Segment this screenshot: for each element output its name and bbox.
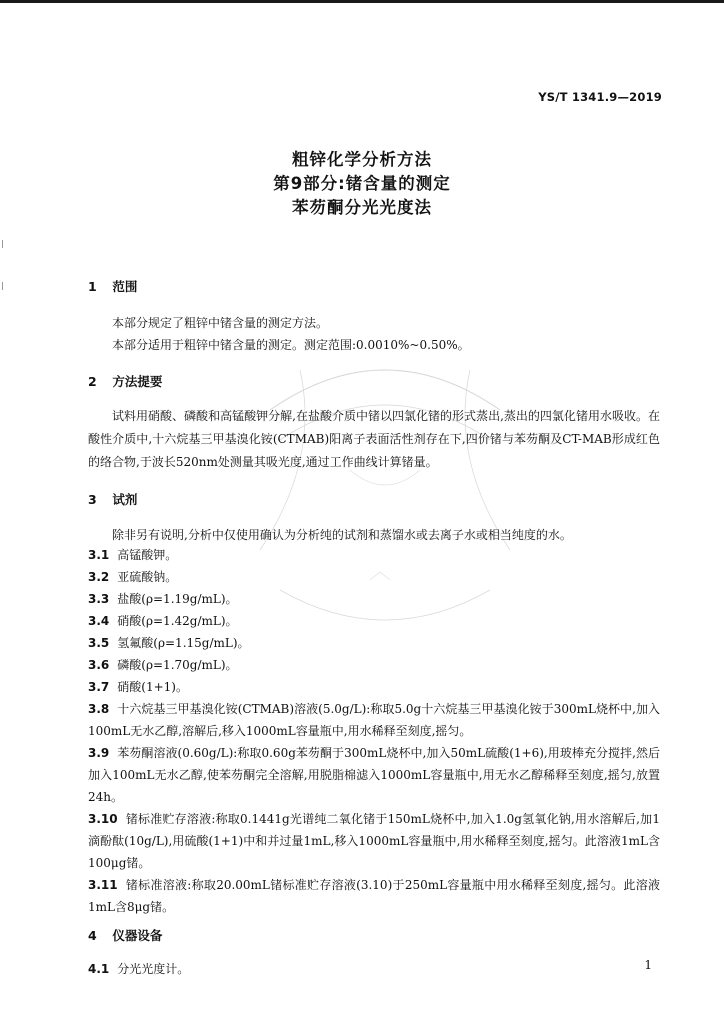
reagents-intro: 除非另有说明,分析中仅使用确认为分析纯的试剂和蒸馏水或去离子水或相当纯度的水。	[112, 528, 572, 542]
list-item	[88, 544, 660, 566]
item-number: 3.2	[88, 570, 110, 584]
item-text: 苯芴酮溶液(0.60g/L):称取0.60g苯芴酮于300mL烧杯中,加入50mL硫酸(1+6),用玻棒充分搅拌,然后加入100mL无水乙醇,使苯芴酮完全溶解,用脱脂棉滤入1000mL容量瓶中,用无水乙醇稀释至刻度,摇匀,放置24h。	[88, 746, 660, 804]
item-text: 盐酸(ρ=1.19g/mL)。	[117, 592, 238, 606]
list-item	[88, 676, 660, 698]
section-heading-scope	[88, 277, 137, 295]
list-item	[88, 808, 660, 874]
item-number: 3.11	[88, 878, 118, 892]
item-text: 硝酸(ρ=1.42g/mL)。	[117, 614, 238, 628]
item-text: 硝酸(1+1)。	[117, 680, 188, 694]
item-number: 3.6	[88, 658, 110, 672]
item-text: 氢氟酸(ρ=1.15g/mL)。	[117, 636, 250, 650]
item-number: 3.8	[88, 702, 110, 716]
list-item	[88, 588, 660, 610]
title-line-2: 第9部分:锗含量的测定	[273, 174, 451, 193]
item-number: 3.5	[88, 636, 110, 650]
page-number: 1	[644, 958, 652, 972]
section-heading-reagents	[88, 490, 137, 508]
item-number: 3.3	[88, 592, 110, 606]
list-item	[88, 654, 660, 676]
top-rule	[0, 0, 724, 3]
scope-paragraph-1: 本部分规定了粗锌中锗含量的测定方法。	[112, 316, 329, 330]
margin-mark	[2, 282, 3, 290]
item-text: 十六烷基三甲基溴化铵(CTMAB)溶液(5.0g/L):称取5.0g十六烷基三甲基溴化铵于300mL烧杯中,加入100mL无水乙醇,溶解后,移入1000mL容量瓶中,用水稀释至刻度,摇匀。	[88, 702, 660, 738]
item-text: 锗标准溶液:称取20.00mL锗标准贮存溶液(3.10)于250mL容量瓶中用水稀释至刻度,摇匀。此溶液1mL含8μg锗。	[88, 878, 660, 914]
section-number: 3	[88, 492, 97, 507]
scope-paragraph-2: 本部分适用于粗锌中锗含量的测定。测定范围:0.0010%~0.50%。	[112, 338, 470, 352]
item-text: 锗标准贮存溶液:称取0.1441g光谱纯二氧化锗于150mL烧杯中,加入1.0g氢氧化钠,用水溶解后,加1滴酚酞(10g/L),用硫酸(1+1)中和并过量1mL,移入1000mL容量瓶中,用水稀释至刻度,摇匀。此溶液1mL含100μg锗。	[88, 812, 660, 870]
section-heading-apparatus	[88, 926, 162, 944]
item-number: 3.10	[88, 812, 118, 826]
item-text: 分光光度计。	[117, 962, 190, 976]
section-title: 试剂	[112, 492, 138, 507]
item-number: 3.4	[88, 614, 110, 628]
item-text: 亚硫酸钠。	[117, 570, 178, 584]
section-title: 仪器设备	[112, 928, 163, 943]
list-item	[88, 610, 660, 632]
item-number: 4.1	[88, 962, 110, 976]
title-line-3: 苯芴酮分光光度法	[292, 198, 432, 217]
section-heading-method	[88, 372, 162, 390]
item-number: 3.9	[88, 746, 110, 760]
section-title: 方法提要	[112, 374, 163, 389]
section-number: 2	[88, 374, 97, 389]
section-number: 1	[88, 279, 97, 294]
list-item	[88, 698, 660, 742]
document-title	[0, 148, 724, 220]
list-item	[88, 632, 660, 654]
section-number: 4	[88, 928, 97, 943]
item-text: 高锰酸钾。	[117, 548, 178, 562]
item-number: 3.7	[88, 680, 110, 694]
method-paragraph: 试料用硝酸、磷酸和高锰酸钾分解,在盐酸介质中锗以四氯化锗的形式蒸出,蒸出的四氯化锗用水吸收。在酸性介质中,十六烷基三甲基溴化铵(CTMAB)阳离子表面活性剂存在下,四价锗与苯芴酮及CT-MAB形成红色的络合物,于波长520nm处测量其吸光度,通过工作曲线计算锗量。	[88, 409, 660, 469]
standard-code: YS/T 1341.9—2019	[538, 90, 662, 104]
margin-mark	[2, 240, 3, 248]
section-title: 范围	[112, 279, 138, 294]
item-text: 磷酸(ρ=1.70g/mL)。	[117, 658, 238, 672]
list-item	[88, 742, 660, 808]
item-number: 3.1	[88, 548, 110, 562]
list-item	[88, 566, 660, 588]
list-item	[88, 874, 660, 918]
title-line-1: 粗锌化学分析方法	[292, 150, 432, 169]
list-item	[88, 958, 660, 980]
